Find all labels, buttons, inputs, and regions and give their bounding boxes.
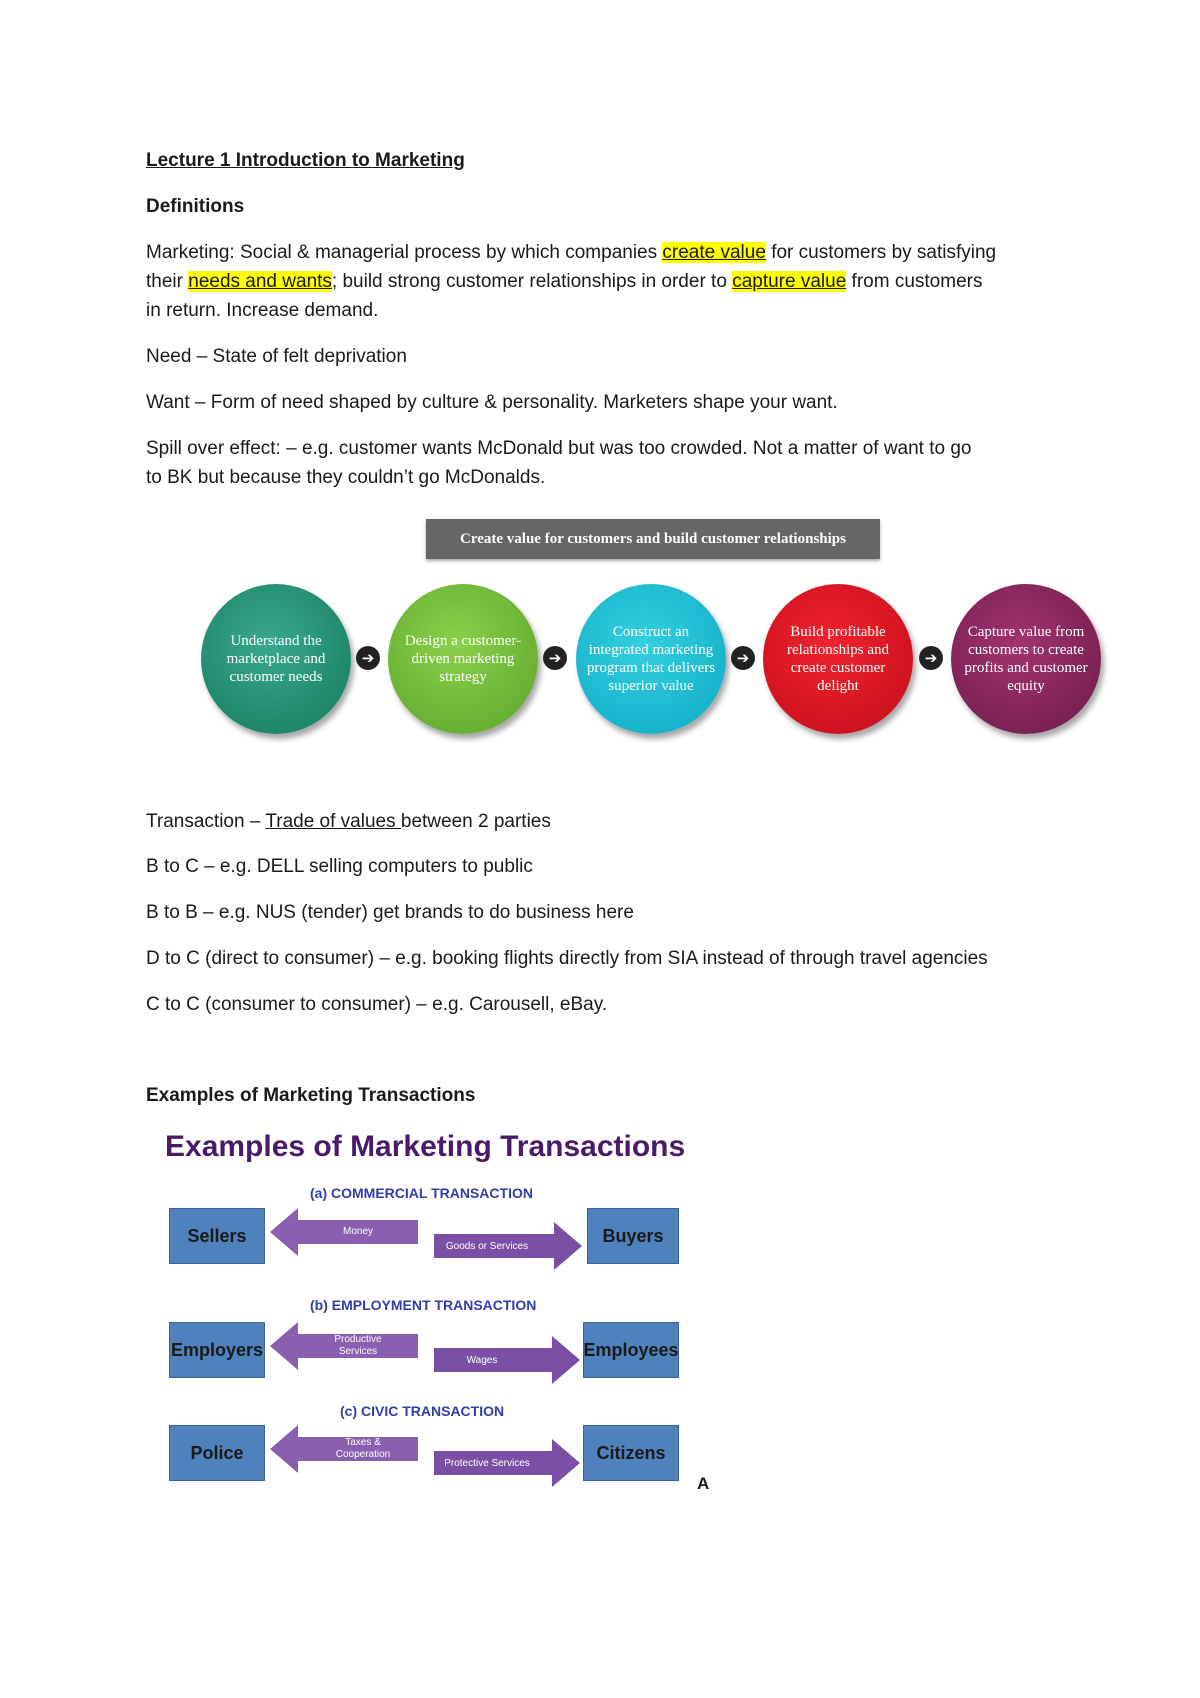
transaction-definition (146, 807, 551, 836)
marketing-definition-line1 (146, 238, 996, 267)
cycle-banner: Create value for customers and build customer relationships (426, 519, 880, 559)
money-label: Money (342, 1226, 373, 1237)
marketing-text-1: Marketing: Social & managerial process by which companies (146, 242, 663, 263)
definitions-heading: Definitions (146, 196, 245, 217)
goods-services-label: Goods or Services (445, 1241, 529, 1252)
police-box: Police (169, 1425, 265, 1481)
cycle-step-3: Construct an integrated marketing program that delivers superior value (576, 584, 726, 734)
cycle-step-2: Design a customer-driven marketing strategy (388, 584, 538, 734)
transaction-underlined: Trade of values (265, 811, 401, 832)
wages-label: Wages (466, 1355, 498, 1366)
transaction-post: between 2 parties (400, 811, 551, 832)
marketing-definition-line3: in return. Increase demand. (146, 300, 379, 321)
marketing-definition-line2 (146, 267, 982, 296)
commercial-exchange-arrows (270, 1204, 582, 1274)
want-definition: Want – Form of need shaped by culture & personality. Marketers shape your want. (146, 392, 838, 413)
row-c-subtitle: (c) CIVIC TRANSACTION (340, 1403, 505, 1419)
need-definition: Need – State of felt deprivation (146, 346, 407, 367)
marketing-text-4: ; build strong customer relationships in order to (331, 271, 733, 292)
citizens-box: Citizens (583, 1425, 679, 1481)
highlight-create-value: create value (662, 242, 766, 263)
arrow-right-icon: ➔ (731, 646, 755, 670)
cycle-step-1: Understand the marketplace and customer needs (201, 584, 351, 734)
arrow-right-icon: ➔ (356, 646, 380, 670)
productive-services-label: Productive Services (334, 1334, 382, 1357)
employers-box: Employers (169, 1322, 265, 1378)
employees-box: Employees (583, 1322, 679, 1378)
transaction-pre: Transaction – (146, 811, 266, 832)
protective-services-label: Protective Services (444, 1458, 530, 1469)
taxes-cooperation-label: Taxes & Cooperation (335, 1437, 391, 1460)
arrow-right-icon: ➔ (919, 646, 943, 670)
cycle-step-4: Build profitable relationships and create customer delight (763, 584, 913, 734)
marketing-text-3: their (146, 271, 189, 292)
type-b-to-c: B to C – e.g. DELL selling computers to public (146, 856, 533, 877)
figure-mark: A (697, 1474, 710, 1493)
buyers-box: Buyers (587, 1208, 679, 1264)
type-c-to-c: C to C (consumer to consumer) – e.g. Carousell, eBay. (146, 994, 608, 1015)
arrow-right-icon: ➔ (543, 646, 567, 670)
figure-title: Examples of Marketing Transactions (165, 1130, 686, 1163)
highlight-capture-value: capture value (732, 271, 847, 292)
marketing-text-5: from customers (846, 271, 983, 292)
cycle-step-5: Capture value from customers to create profits and customer equity (951, 584, 1101, 734)
page-title: Lecture 1 Introduction to Marketing (146, 150, 465, 171)
spill-over-line1: Spill over effect: – e.g. customer wants McDonald but was too crowded. Not a matter of want to go (146, 438, 972, 459)
civic-exchange-arrows (270, 1421, 580, 1491)
highlight-needs-wants: needs and wants (188, 271, 332, 292)
sellers-box: Sellers (169, 1208, 265, 1264)
row-a-subtitle: (a) COMMERCIAL TRANSACTION (310, 1185, 533, 1201)
row-b-subtitle: (b) EMPLOYMENT TRANSACTION (310, 1297, 537, 1313)
spill-over-line2: to BK but because they couldn’t go McDonalds. (146, 467, 546, 488)
marketing-text-2: for customers by satisfying (765, 242, 997, 263)
employment-exchange-arrows (270, 1318, 580, 1388)
type-b-to-b: B to B – e.g. NUS (tender) get brands to do business here (146, 902, 634, 923)
examples-heading: Examples of Marketing Transactions (146, 1085, 476, 1106)
type-d-to-c: D to C (direct to consumer) – e.g. booking flights directly from SIA instead of through travel agencies (146, 948, 988, 969)
